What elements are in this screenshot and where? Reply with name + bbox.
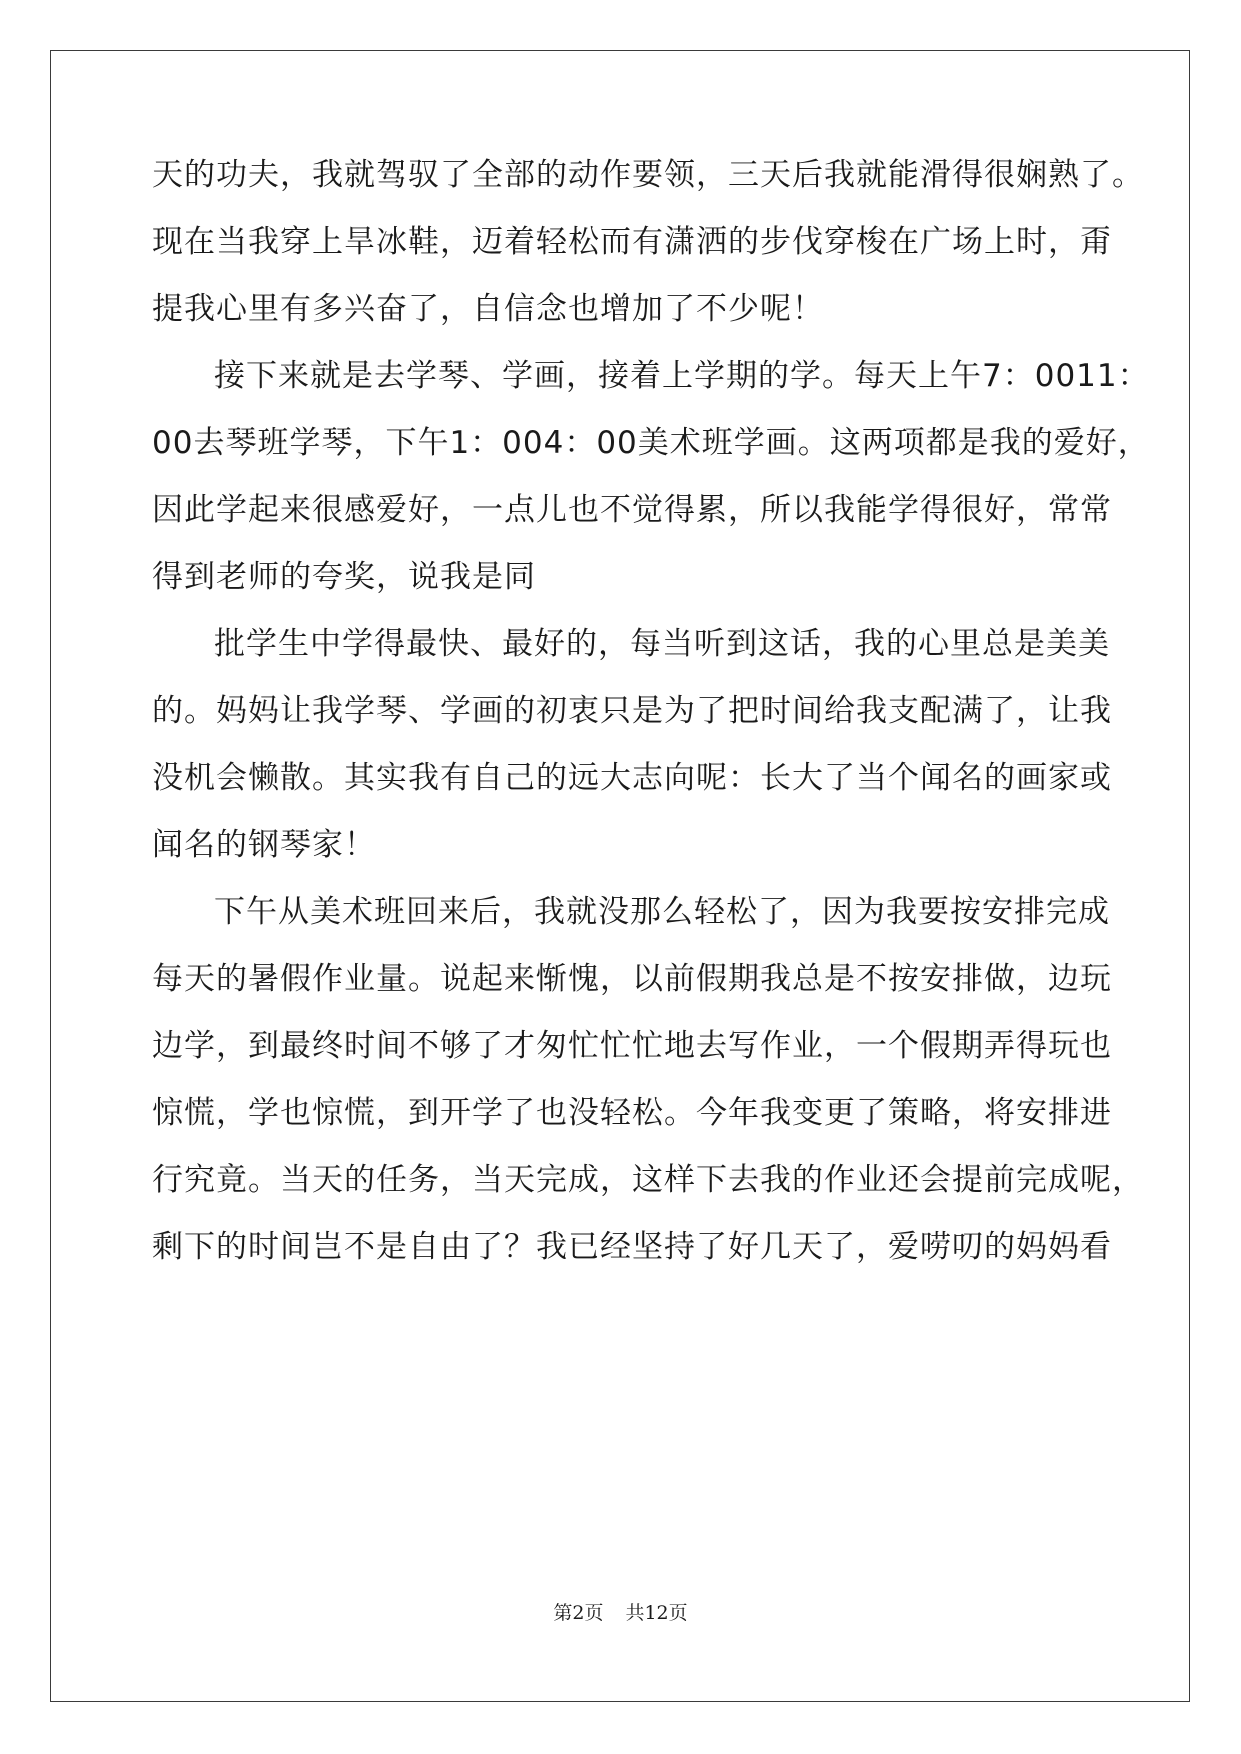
text-line: 提我心里有多兴奋了，自信念也增加了不少呢！ [152,291,824,327]
text-line: 天的功夫，我就驾驭了全部的动作要领，三天后我就能滑得很娴熟了。 [152,157,1144,193]
page-total: 共12页 [625,1602,688,1624]
text-line: 每天的暑假作业量。说起来惭愧，以前假期我总是不按安排做，边玩 [152,961,1112,997]
page-footer [0,1598,1241,1625]
text-line: 剩下的时间岂不是自由了？我已经坚持了好几天了，爱唠叨的妈妈看 [152,1229,1112,1265]
paragraph-start-line: 批学生中学得最快、最好的，每当听到这话，我的心里总是美美 [214,626,1110,662]
paragraph-start-line: 下午从美术班回来后，我就没那么轻松了，因为我要按安排完成 [214,894,1110,930]
text-line: 的。妈妈让我学琴、学画的初衷只是为了把时间给我支配满了，让我 [152,693,1112,729]
text-line: 得到老师的夸奖，说我是同 [152,559,536,595]
text-line: 闻名的钢琴家！ [152,827,376,863]
text-line: 现在当我穿上旱冰鞋，迈着轻松而有潇洒的步伐穿梭在广场上时，甭 [152,224,1112,260]
text-line: 惊慌，学也惊慌，到开学了也没轻松。今年我变更了策略，将安排进 [152,1095,1112,1131]
paragraph-start-line: 接下来就是去学琴、学画，接着上学期的学。每天上午7：0011： [214,358,1150,394]
text-line: 边学，到最终时间不够了才匆忙忙忙地去写作业，一个假期弄得玩也 [152,1028,1112,1064]
document-body [152,142,1150,1281]
text-line: 行究竟。当天的任务，当天完成，这样下去我的作业还会提前完成呢， [152,1162,1144,1198]
page-number: 第2页 [553,1602,604,1624]
text-line: 因此学起来很感爱好，一点儿也不觉得累，所以我能学得很好，常常 [152,492,1112,528]
text-line: 00去琴班学琴，下午1：004：00美术班学画。这两项都是我的爱好， [152,425,1150,461]
text-line: 没机会懒散。其实我有自己的远大志向呢：长大了当个闻名的画家或 [152,760,1112,796]
